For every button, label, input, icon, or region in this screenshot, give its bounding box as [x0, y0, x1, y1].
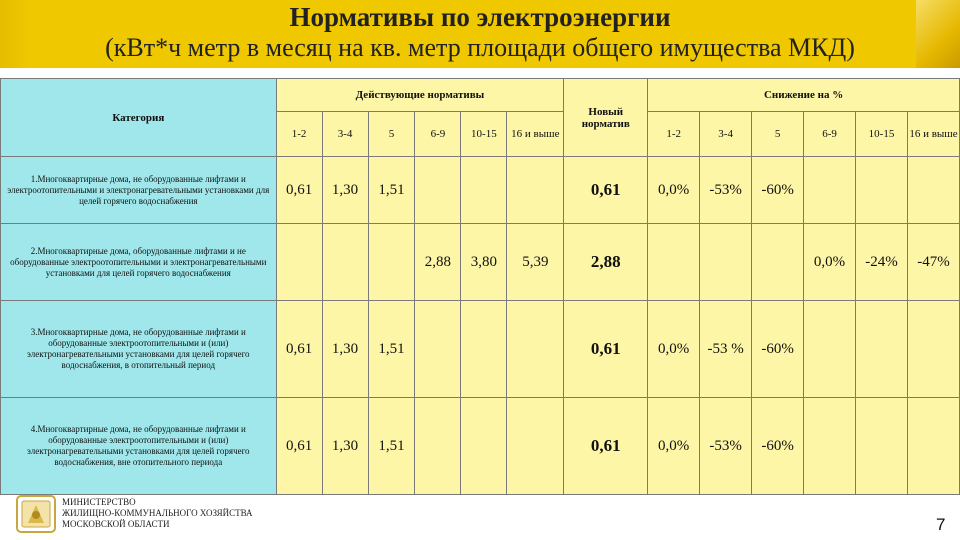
- row-category: 1.Многоквартирные дома, не оборудованные лифтами и электроотопительными и электронагревательными установками для целей горячего водоснабжения: [1, 157, 277, 224]
- ministry-name: [62, 497, 253, 530]
- header-floor: 10-15: [461, 112, 507, 157]
- header-new-norm: Новый норматив: [564, 79, 648, 157]
- header-floor: 3-4: [700, 112, 752, 157]
- header-floor: 3-4: [322, 112, 368, 157]
- reduction-value: [907, 157, 959, 224]
- current-value: [507, 398, 564, 495]
- ministry-name-line2: ЖИЛИЩНО-КОММУНАЛЬНОГО ХОЗЯЙСТВА: [62, 508, 253, 518]
- reduction-value: 0,0%: [648, 398, 700, 495]
- header-floor: 1-2: [276, 112, 322, 157]
- header-reduction: Снижение на %: [648, 79, 960, 112]
- reduction-value: [856, 157, 908, 224]
- header-current-norms: Действующие нормативы: [276, 79, 564, 112]
- reduction-value: -60%: [752, 301, 804, 398]
- title-bar: [0, 0, 960, 68]
- ministry-name-line3: МОСКОВСКОЙ ОБЛАСТИ: [62, 519, 170, 529]
- current-value: 1,30: [322, 301, 368, 398]
- table-row: [1, 224, 960, 301]
- header-floor: 5: [752, 112, 804, 157]
- reduction-value: [804, 398, 856, 495]
- ministry-name-line1: МИНИСТЕРСТВО: [62, 497, 136, 507]
- new-norm-value: 0,61: [564, 398, 648, 495]
- current-value: [461, 398, 507, 495]
- reduction-value: [700, 224, 752, 301]
- new-norm-value: 2,88: [564, 224, 648, 301]
- current-value: 2,88: [415, 224, 461, 301]
- new-norm-value: 0,61: [564, 301, 648, 398]
- reduction-value: 0,0%: [804, 224, 856, 301]
- reduction-value: -53%: [700, 398, 752, 495]
- reduction-value: -60%: [752, 398, 804, 495]
- current-value: [322, 224, 368, 301]
- current-value: [507, 157, 564, 224]
- reduction-value: [804, 157, 856, 224]
- row-category: 2.Многоквартирные дома, оборудованные лифтами и не оборудованные электроотопительными и электронагревательными установками для целей горячего водоснабжения: [1, 224, 277, 301]
- page-subtitle: (кВт*ч метр в месяц на кв. метр площади общего имущества МКД): [105, 33, 855, 62]
- reduction-value: [907, 301, 959, 398]
- row-category: 4.Многоквартирные дома, не оборудованные лифтами и оборудованные электроотопительными и (или) электронагревательными установками для целей горячего водоснабжения, вне отопительного периода: [1, 398, 277, 495]
- page-title: Нормативы по электроэнергии: [289, 2, 671, 32]
- reduction-value: [804, 301, 856, 398]
- reduction-value: [856, 398, 908, 495]
- reduction-value: 0,0%: [648, 301, 700, 398]
- header-floor: 6-9: [415, 112, 461, 157]
- header-floor: 16 и выше: [507, 112, 564, 157]
- header-category: Категория: [1, 79, 277, 157]
- reduction-value: -47%: [907, 224, 959, 301]
- header-floor: 5: [368, 112, 415, 157]
- current-value: 1,30: [322, 157, 368, 224]
- current-value: 0,61: [276, 157, 322, 224]
- current-value: [415, 301, 461, 398]
- reduction-value: [856, 301, 908, 398]
- reduction-value: [907, 398, 959, 495]
- current-value: 1,51: [368, 398, 415, 495]
- reduction-value: [752, 224, 804, 301]
- reduction-value: [648, 224, 700, 301]
- current-value: [276, 224, 322, 301]
- reduction-value: -53%: [700, 157, 752, 224]
- header-floor: 16 и выше: [907, 112, 959, 157]
- current-value: [461, 157, 507, 224]
- current-value: 1,51: [368, 301, 415, 398]
- header-row-groups: [1, 79, 960, 112]
- reduction-value: -24%: [856, 224, 908, 301]
- current-value: 3,80: [461, 224, 507, 301]
- row-category: 3.Многоквартирные дома, не оборудованные лифтами и оборудованные электроотопительными и (или) электронагревательными установками для целей горячего водоснабжения, в отопительный период: [1, 301, 277, 398]
- table-row: [1, 301, 960, 398]
- current-value: [415, 157, 461, 224]
- norms-table: [0, 78, 960, 495]
- header-floor: 6-9: [804, 112, 856, 157]
- current-value: 0,61: [276, 398, 322, 495]
- page-number: 7: [936, 515, 946, 534]
- header-floor: 1-2: [648, 112, 700, 157]
- current-value: 1,51: [368, 157, 415, 224]
- current-value: [415, 398, 461, 495]
- current-value: [461, 301, 507, 398]
- current-value: 0,61: [276, 301, 322, 398]
- reduction-value: -60%: [752, 157, 804, 224]
- ministry-emblem-icon: [16, 495, 56, 533]
- current-value: 5,39: [507, 224, 564, 301]
- reduction-value: 0,0%: [648, 157, 700, 224]
- reduction-value: -53 %: [700, 301, 752, 398]
- current-value: 1,30: [322, 398, 368, 495]
- table-row: [1, 157, 960, 224]
- new-norm-value: 0,61: [564, 157, 648, 224]
- header-floor: 10-15: [856, 112, 908, 157]
- table-row: [1, 398, 960, 495]
- current-value: [368, 224, 415, 301]
- current-value: [507, 301, 564, 398]
